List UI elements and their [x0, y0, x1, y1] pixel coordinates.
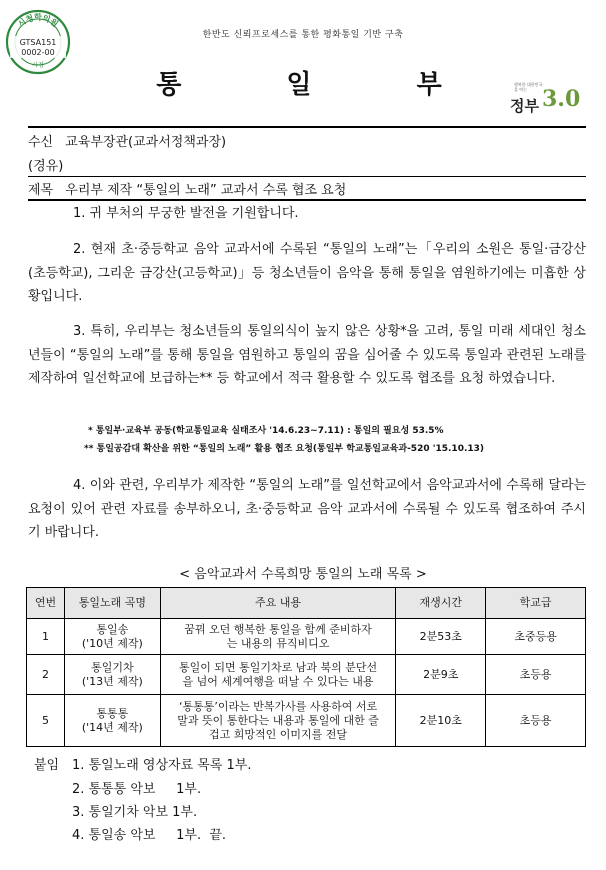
- ministry-title: 통 일 부: [156, 70, 490, 100]
- recipient-value: 교육부장관(교과서정책과장): [65, 135, 227, 150]
- subject-label: 제목: [28, 183, 54, 198]
- row-content: 꿈꿔 오던 행복한 통일을 함께 준비하자는 내용의 뮤직비디오: [160, 619, 396, 655]
- row-level: 초중등용: [486, 619, 586, 655]
- enclosure-item-2: 2. 통통통 악보 1부.: [72, 782, 202, 797]
- row-no: 2: [27, 655, 65, 695]
- gov-logo-number: 3.0: [542, 86, 581, 112]
- stamp-bottom-text: 사정: [32, 62, 44, 69]
- paragraph-3: 3. 특히, 우리부는 청소년들의 통일의식이 높지 않은 상황*을 고려, 통일 미래 세대인 청소년들이 “통일의 노래”를 통해 통일을 염원하고 통일의 꿈을 심어줄 수 있도록 통일과 관련된 노래를 제작하여 일선학교에 보급하는** 등 학교에서 적극 활용할 수 있도록 협조를 요청 하였습니다.: [28, 324, 586, 386]
- gov-logo-tagline: 행복한 대한민국을 여는: [514, 82, 543, 92]
- paragraph-4: 4. 이와 관련, 우리부가 제작한 “통일의 노래”를 일선학교에서 음악교과서에 수록해 달라는 요청이 있어 관련 자료를 송부하오니, 초·중등학교 음악 교과서에 수록될 수 있도록 협조하여 주시기 바랍니다.: [28, 478, 586, 540]
- subject-line: [28, 179, 346, 198]
- row-duration: 2분53초: [396, 619, 486, 655]
- songs-table: [26, 587, 586, 747]
- footnote-1: * 통일부·교육부 공동(학교통일교육 실태조사 '14.6.23~7.11) : 통일의 필요성 53.5%: [88, 426, 444, 436]
- header-divider: [28, 126, 586, 128]
- enclosure-item-1: 1. 통일노래 영상자료 목록 1부.: [72, 758, 252, 773]
- enclosure-item-3: 3. 통일기차 악보 1부.: [72, 805, 198, 820]
- header-duration: 재생시간: [396, 588, 486, 619]
- table-row: [27, 619, 586, 655]
- row-duration: 2분10초: [396, 695, 486, 747]
- header-title: 통일노래 곡명: [64, 588, 160, 619]
- via-line: (경유): [28, 159, 64, 174]
- paragraph-2: 2. 현재 초·중등학교 음악 교과서에 수록된 “통일의 노래”는「우리의 소원은 통일·금강산(초등학교), 그리운 금강산(고등학교)」등 청소년들이 음악을 통해 통일을 염원하기에는 미흡한 상황입니다.: [28, 242, 586, 304]
- subject-divider: [28, 199, 586, 201]
- table-title: < 음악교과서 수록희망 통일의 노래 목록 >: [179, 567, 427, 582]
- row-no: 1: [27, 619, 65, 655]
- header-no: 연번: [27, 588, 65, 619]
- row-title-cell: [64, 695, 160, 747]
- recipient-line: [28, 131, 226, 150]
- row-year: ('13년 제작): [81, 674, 143, 688]
- enclosure-label: 붙임: [34, 758, 60, 773]
- government-logo: [484, 78, 584, 118]
- table-row: [27, 695, 586, 747]
- row-no: 5: [27, 695, 65, 747]
- row-level: 초등용: [486, 655, 586, 695]
- header-level: 학교급: [486, 588, 586, 619]
- table-header-row: [27, 588, 586, 619]
- row-content: ‘통통통’이라는 반복가사를 사용하여 서로 말과 뜻이 통한다는 내용과 통일에 대한 즐겁고 희망적인 이미지를 전달: [160, 695, 396, 747]
- row-year: ('14년 제작): [81, 720, 143, 734]
- row-content: 통일이 되면 통일기차로 남과 북의 분단선을 넘어 세계여행을 떠날 수 있다는 내용: [160, 655, 396, 695]
- stamp-ring-text: 시청학의원: [16, 13, 60, 29]
- recipient-label: 수신: [28, 135, 54, 150]
- meta-divider: [28, 176, 586, 177]
- row-title: 통일기차: [91, 660, 134, 674]
- row-title: 통일송: [96, 622, 129, 636]
- footnote-2: ** 통일공감대 확산을 위한 “통일의 노래” 활용 협조 요청(통일부 학교통일교육과-520 '15.10.13): [84, 444, 485, 454]
- stamp-code-1: GTSA151: [19, 38, 57, 47]
- row-title: 통통통: [96, 706, 129, 720]
- header-slogan: 한반도 신뢰프로세스를 통한 평화통일 기반 구축: [202, 30, 404, 40]
- row-year: ('10년 제작): [81, 636, 143, 650]
- header-content: 주요 내용: [160, 588, 396, 619]
- row-duration: 2분9초: [396, 655, 486, 695]
- paragraph-1: 1. 귀 부처의 무궁한 발전을 기원합니다.: [73, 206, 299, 221]
- gov-logo-label: 정부: [510, 97, 539, 115]
- row-title-cell: [64, 655, 160, 695]
- row-level: 초등용: [486, 695, 586, 747]
- subject-value: 우리부 제작 “통일의 노래” 교과서 수록 협조 요청: [65, 183, 347, 198]
- table-row: [27, 655, 586, 695]
- row-title-cell: [64, 619, 160, 655]
- stamp-code-2: 0002-00: [21, 48, 55, 57]
- enclosure-item-4: 4. 통일송 악보 1부. 끝.: [72, 828, 227, 843]
